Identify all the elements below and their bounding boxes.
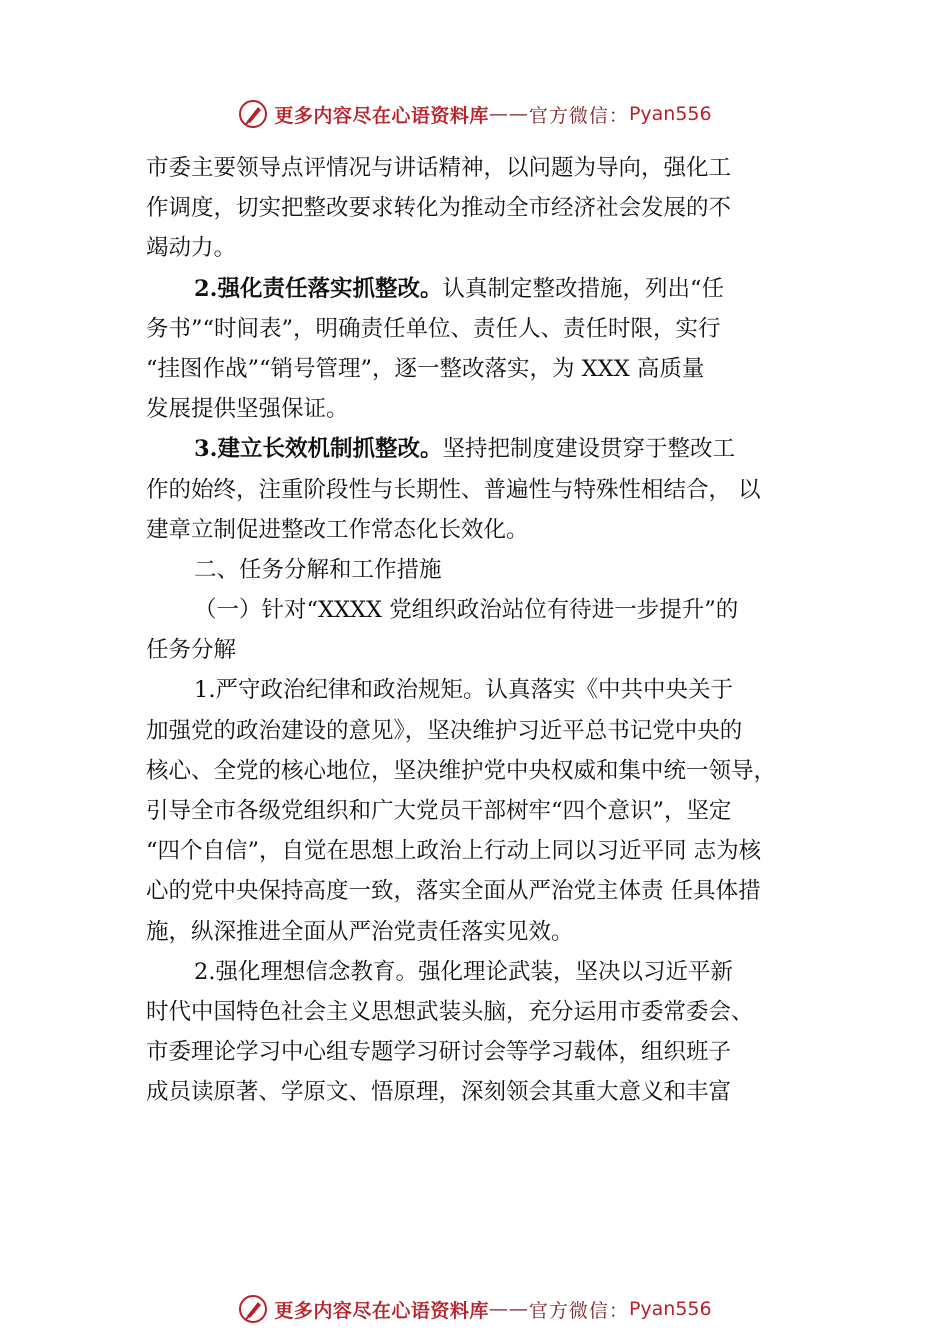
text-line: 核心、全党的核心地位，坚决维护党中央权威和集中统一领导， bbox=[146, 757, 777, 784]
text-line: 建章立制促进整改工作常态化长效化。 bbox=[146, 516, 529, 543]
text-line: 市委理论学习中心组专题学习研讨会等学习载体，组织班子 bbox=[146, 1039, 732, 1066]
text-line: 1.严守政治纪律和政治规矩。认真落实《中共中央关于 bbox=[194, 677, 733, 704]
section-heading: 二、任务分解和工作措施 bbox=[194, 556, 442, 583]
text-line: 施，纵深推进全面从严治党责任落实见效。 bbox=[146, 918, 574, 945]
paragraph-3-first-line bbox=[146, 429, 836, 469]
footer-watermark-banner bbox=[0, 1289, 950, 1329]
text-line: 成员读原著、学原文、悟原理，深刻领会其重大意义和丰富 bbox=[146, 1079, 732, 1106]
pen-logo-icon bbox=[238, 1294, 268, 1324]
banner-dash: —— bbox=[488, 1298, 529, 1320]
banner-wechat-id: Pyan556 bbox=[628, 103, 712, 125]
text-line: 任务分解 bbox=[146, 637, 237, 664]
banner-wechat-id: Pyan556 bbox=[628, 1298, 712, 1320]
text-line: 竭动力。 bbox=[146, 235, 237, 262]
pen-logo-icon bbox=[238, 99, 268, 129]
paragraph-3-heading: 3.建立长效机制抓整改。 bbox=[194, 436, 443, 463]
text-line: 作调度，切实把整改要求转化为推动全市经济社会发展的不 bbox=[146, 195, 732, 222]
text-run: 坚持把制度建设贯穿于整改工 bbox=[442, 436, 736, 463]
text-line: 时代中国特色社会主义思想武装头脑，充分运用市委常委会、 bbox=[146, 998, 754, 1025]
text-line: 心的党中央保持高度一致，落实全面从严治党主体责 任具体措 bbox=[146, 878, 761, 905]
paragraph-2-heading: 2.强化责任落实抓整改。 bbox=[194, 275, 443, 302]
text-run: 认真制定整改措施，列出“任 bbox=[442, 275, 725, 302]
text-line: 加强党的政治建设的意见》，坚决维护习近平总书记党中央的 bbox=[146, 717, 743, 744]
header-watermark-banner bbox=[0, 94, 950, 134]
text-line: “四个自信”，自觉在思想上政治上行动上同以习近平同 志为核 bbox=[146, 838, 762, 865]
text-line: 市委主要领导点评情况与讲话精神，以问题为导向，强化工 bbox=[146, 155, 732, 181]
paragraph-2-first-line bbox=[146, 269, 836, 309]
document-body bbox=[146, 148, 836, 1113]
subsection-heading: （一）针对“XXXX 党组织政治站位有待进一步提升”的 bbox=[194, 597, 739, 624]
banner-label: 官方微信： bbox=[528, 1299, 629, 1322]
text-line: 务书”“时间表”，明确责任单位、责任人、责任时限，实行 bbox=[146, 315, 721, 342]
text-line: “挂图作战”“销号管理”，逐一整改落实，为 XXX 高质量 bbox=[146, 355, 705, 382]
text-line: 2.强化理想信念教育。强化理论武装，坚决以习近平新 bbox=[194, 958, 733, 985]
banner-label: 官方微信： bbox=[528, 104, 629, 127]
banner-main-text: 更多内容尽在心语资料库 bbox=[274, 1299, 489, 1322]
text-line: 作的始终，注重阶段性与长期性、普遍性与特殊性相结合， 以 bbox=[146, 476, 761, 503]
banner-dash: —— bbox=[488, 103, 529, 125]
banner-main-text: 更多内容尽在心语资料库 bbox=[274, 104, 489, 127]
text-line: 发展提供坚强保证。 bbox=[146, 396, 349, 423]
text-line: 引导全市各级党组织和广大党员干部树牢“四个意识”，坚定 bbox=[146, 798, 732, 824]
